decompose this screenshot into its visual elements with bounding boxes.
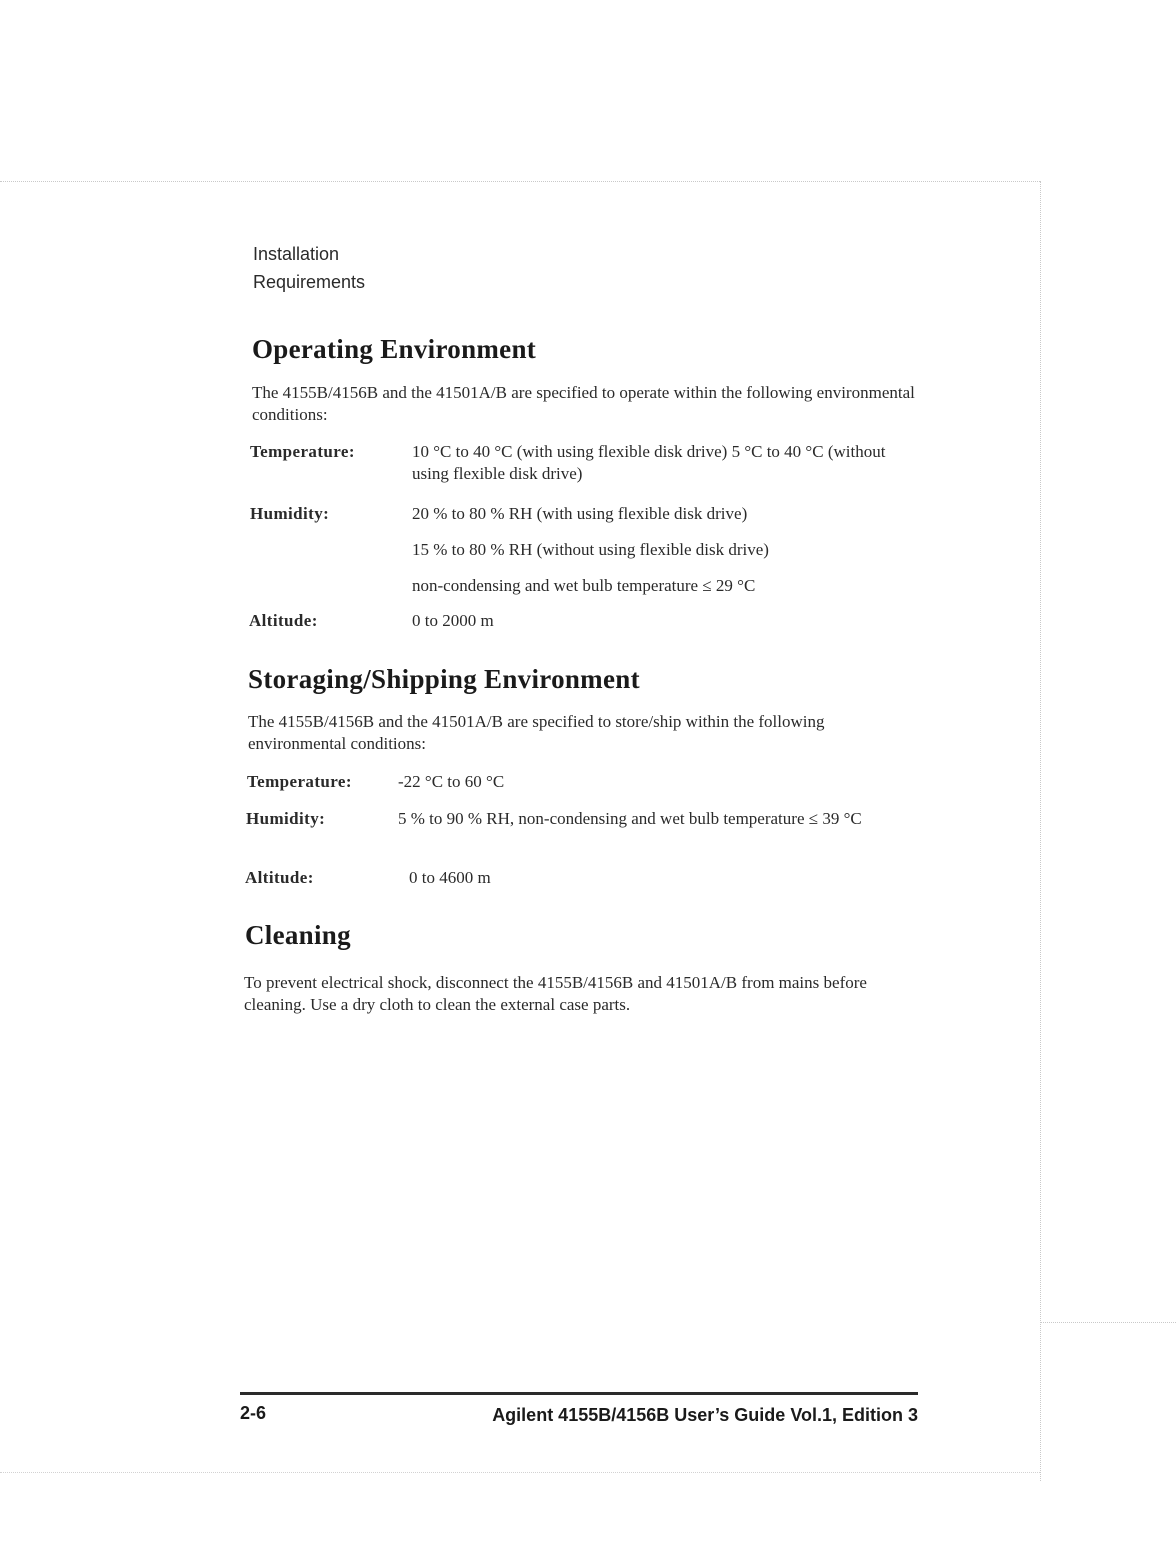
storage-humidity-value: 5 % to 90 % RH, non-condensing and wet bulb temperature ≤ 39 °C xyxy=(398,809,862,828)
scan-edge-right xyxy=(1040,181,1041,1481)
cleaning-heading: Cleaning xyxy=(245,920,351,950)
cleaning-text: To prevent electrical shock, disconnect the 4155B/4156B and 41501A/B from mains before cleaning. Use a dry cloth to clean the external case parts. xyxy=(244,973,867,1014)
operating-humidity-label: Humidity: xyxy=(250,504,330,523)
operating-humidity-value-3: non-condensing and wet bulb temperature ≤ 29 °C xyxy=(412,576,756,595)
breadcrumb xyxy=(253,240,365,296)
storage-altitude-label: Altitude: xyxy=(245,868,314,887)
storage-altitude-value: 0 to 4600 m xyxy=(409,868,491,887)
breadcrumb-section: Requirements xyxy=(253,272,366,292)
operating-altitude-label: Altitude: xyxy=(249,611,318,630)
footer-rule xyxy=(240,1392,918,1395)
operating-temperature-label: Temperature: xyxy=(250,442,355,461)
storage-temperature-label: Temperature: xyxy=(247,772,352,791)
operating-heading: Operating Environment xyxy=(252,334,537,364)
storage-heading: Storaging/Shipping Environment xyxy=(248,664,640,694)
operating-humidity-value-1: 20 % to 80 % RH (with using flexible disk drive) xyxy=(412,504,748,523)
scan-edge-top xyxy=(0,181,1040,182)
operating-altitude-value: 0 to 2000 m xyxy=(412,611,494,630)
operating-humidity-value-2: 15 % to 80 % RH (without using flexible disk drive) xyxy=(412,540,769,559)
storage-intro: The 4155B/4156B and the 41501A/B are specified to store/ship within the following environmental conditions: xyxy=(248,712,825,753)
operating-intro: The 4155B/4156B and the 41501A/B are specified to operate within the following environmental conditions: xyxy=(252,383,915,424)
operating-temperature-value: 10 °C to 40 °C (with using flexible disk drive) 5 °C to 40 °C (without using flexible disk drive) xyxy=(412,442,886,483)
storage-temperature-value: -22 °C to 60 °C xyxy=(398,772,505,791)
footer-page-number: 2-6 xyxy=(240,1403,267,1423)
footer-title: Agilent 4155B/4156B User’s Guide Vol.1, Edition 3 xyxy=(492,1405,918,1425)
scan-edge-mid xyxy=(1040,1322,1176,1323)
storage-humidity-label: Humidity: xyxy=(246,809,326,828)
breadcrumb-chapter: Installation xyxy=(253,244,340,264)
scan-edge-bottom xyxy=(0,1472,1040,1473)
